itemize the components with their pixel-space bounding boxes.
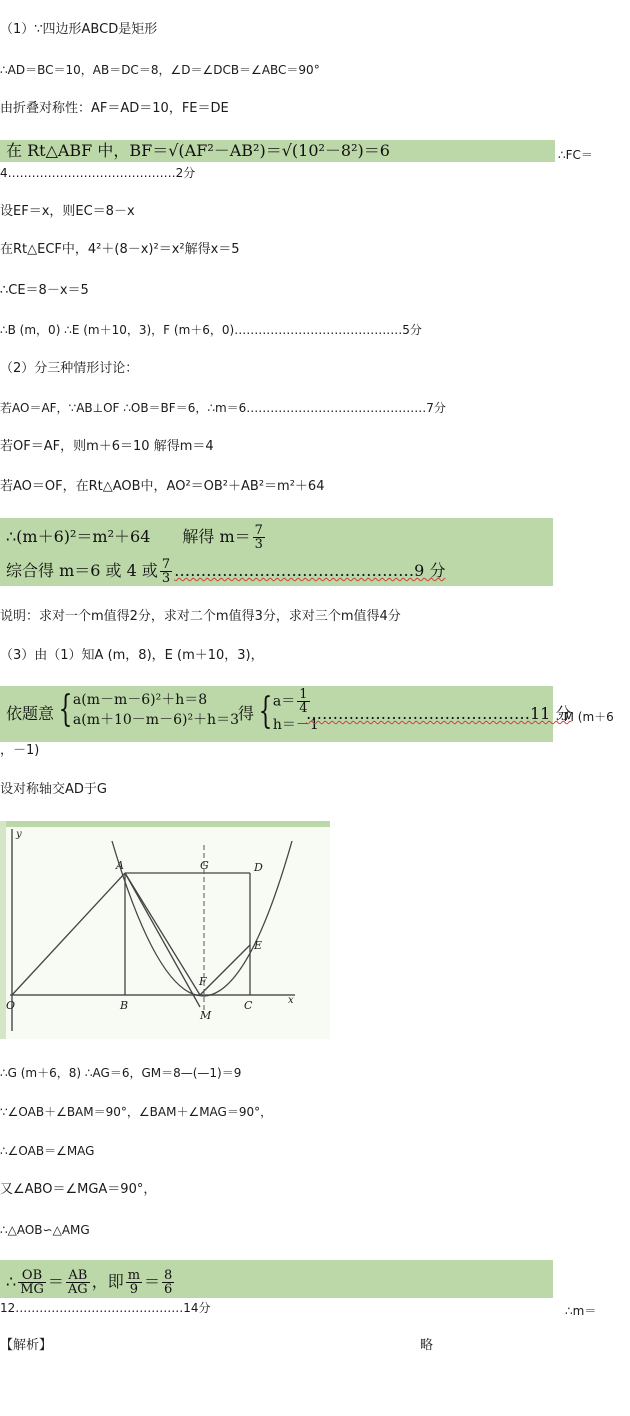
formula-band-1: [0, 140, 555, 162]
label-F: F: [199, 975, 207, 988]
label-O: O: [6, 999, 16, 1012]
equation-system: { a(m－m－6)²＋h＝8 a(m＋10－m－6)²＋h＝3: [58, 689, 239, 730]
formula-dots: ……………………………………11 分: [306, 704, 572, 723]
text-fragment: ∴m＝: [565, 1304, 597, 1318]
label-A: A: [116, 859, 124, 872]
parabola-rectangle-graph: [0, 821, 330, 1039]
text-line: ∵∠OAB＋∠BAM＝90°，∠BAM＋∠MAG＝90°，: [0, 1105, 273, 1119]
text-line: （3）由（1）知A (m，8)，E (m＋10，3)，: [0, 648, 264, 663]
graph-background: [0, 821, 330, 1039]
graph-top-band: [0, 821, 330, 827]
text-line: ∴B (m，0) ∴E (m＋10，3)，F (m＋6，0)……………………………………5分: [0, 323, 422, 337]
formula-line: ∴ $\frac{OB}{MG}$ ＝ $\frac{AB}{AG}$ ，即 $\frac{m}{9}$ ＝ $\frac{8}{6}$: [6, 1268, 173, 1297]
solution-system: { a＝ $\frac{1}{4}$ h＝－1: [258, 687, 319, 733]
text-fragment: ∴FC＝: [558, 148, 593, 162]
text-line: ∴CE＝8－x＝5: [0, 283, 89, 298]
text-line: 若OF＝AF，则m＋6＝10 解得m＝4: [0, 439, 214, 454]
formula-band-3: [0, 686, 572, 742]
formula-band-4: [0, 1260, 553, 1298]
text-line: 在Rt△ECF中，4²＋(8－x)²＝x²解得x＝5: [0, 242, 240, 257]
text-line: ∴△AOB∽△AMG: [0, 1223, 90, 1237]
text-fragment: ∴M (m＋6: [556, 710, 614, 724]
label-E: E: [254, 939, 263, 952]
label-y: y: [16, 829, 22, 840]
label-G: G: [200, 859, 209, 872]
fraction: $\frac{7}{3}$: [254, 523, 263, 552]
text-line: 设EF＝x，则EC＝8－x: [0, 204, 135, 219]
label-M: M: [200, 1009, 212, 1022]
text-line: 若AO＝OF，在Rt△AOB中，AO²＝OB²＋AB²＝m²＋64: [0, 479, 325, 494]
formula-text: 在 Rt△ABF 中，BF＝√(AF²－AB²)＝√(10²－8²)＝6: [6, 141, 390, 160]
text-line: 12……………………………………14分: [0, 1301, 211, 1315]
text-line: 又∠ABO＝∠MGA＝90°，: [0, 1182, 157, 1197]
label-C: C: [244, 999, 253, 1012]
text-line: 设对称轴交AD于G: [0, 782, 107, 797]
formula-label: 依题意: [6, 704, 55, 723]
text-line: 4……………………………………2分: [0, 166, 196, 180]
text-line: ∴G (m＋6，8) ∴AG＝6，GM＝8—(—1)＝9: [0, 1066, 242, 1080]
label-x: x: [288, 995, 294, 1006]
text-line: ，－1): [0, 743, 40, 758]
formula-line: 综合得 m＝6 或 4 或 $\frac{7}{3}$ ………………………………………9 分: [6, 557, 446, 586]
fraction: $\frac{7}{3}$: [161, 557, 171, 586]
text-line: ∴∠OAB＝∠MAG: [0, 1144, 95, 1158]
text-line: 说明：求对一个m值得2分，求对二个m值得3分，求对三个m值得4分: [0, 609, 401, 624]
text-line: （2）分三种情形讨论：: [0, 361, 139, 376]
analysis-label: 【解析】: [0, 1338, 53, 1353]
label-D: D: [254, 861, 263, 874]
text-line: ∴AD＝BC＝10，AB＝DC＝8，∠D＝∠DCB＝∠ABC＝90°: [0, 63, 320, 77]
formula-line: ∴(m＋6)²＝m²＋64 解得 m＝ $\frac{7}{3}$: [6, 523, 263, 552]
formula-label: 得: [238, 704, 255, 723]
label-B: B: [120, 999, 129, 1012]
text-line: （1）∵四边形ABCD是矩形: [0, 22, 158, 37]
formula-band-2: [0, 518, 553, 586]
analysis-text: 略: [420, 1338, 434, 1353]
text-line: 若AO＝AF，∵AB⊥OF ∴OB＝BF＝6，∴m＝6………………………………………7分: [0, 401, 446, 415]
text-line: 由折叠对称性：AF＝AD＝10，FE＝DE: [0, 101, 229, 116]
